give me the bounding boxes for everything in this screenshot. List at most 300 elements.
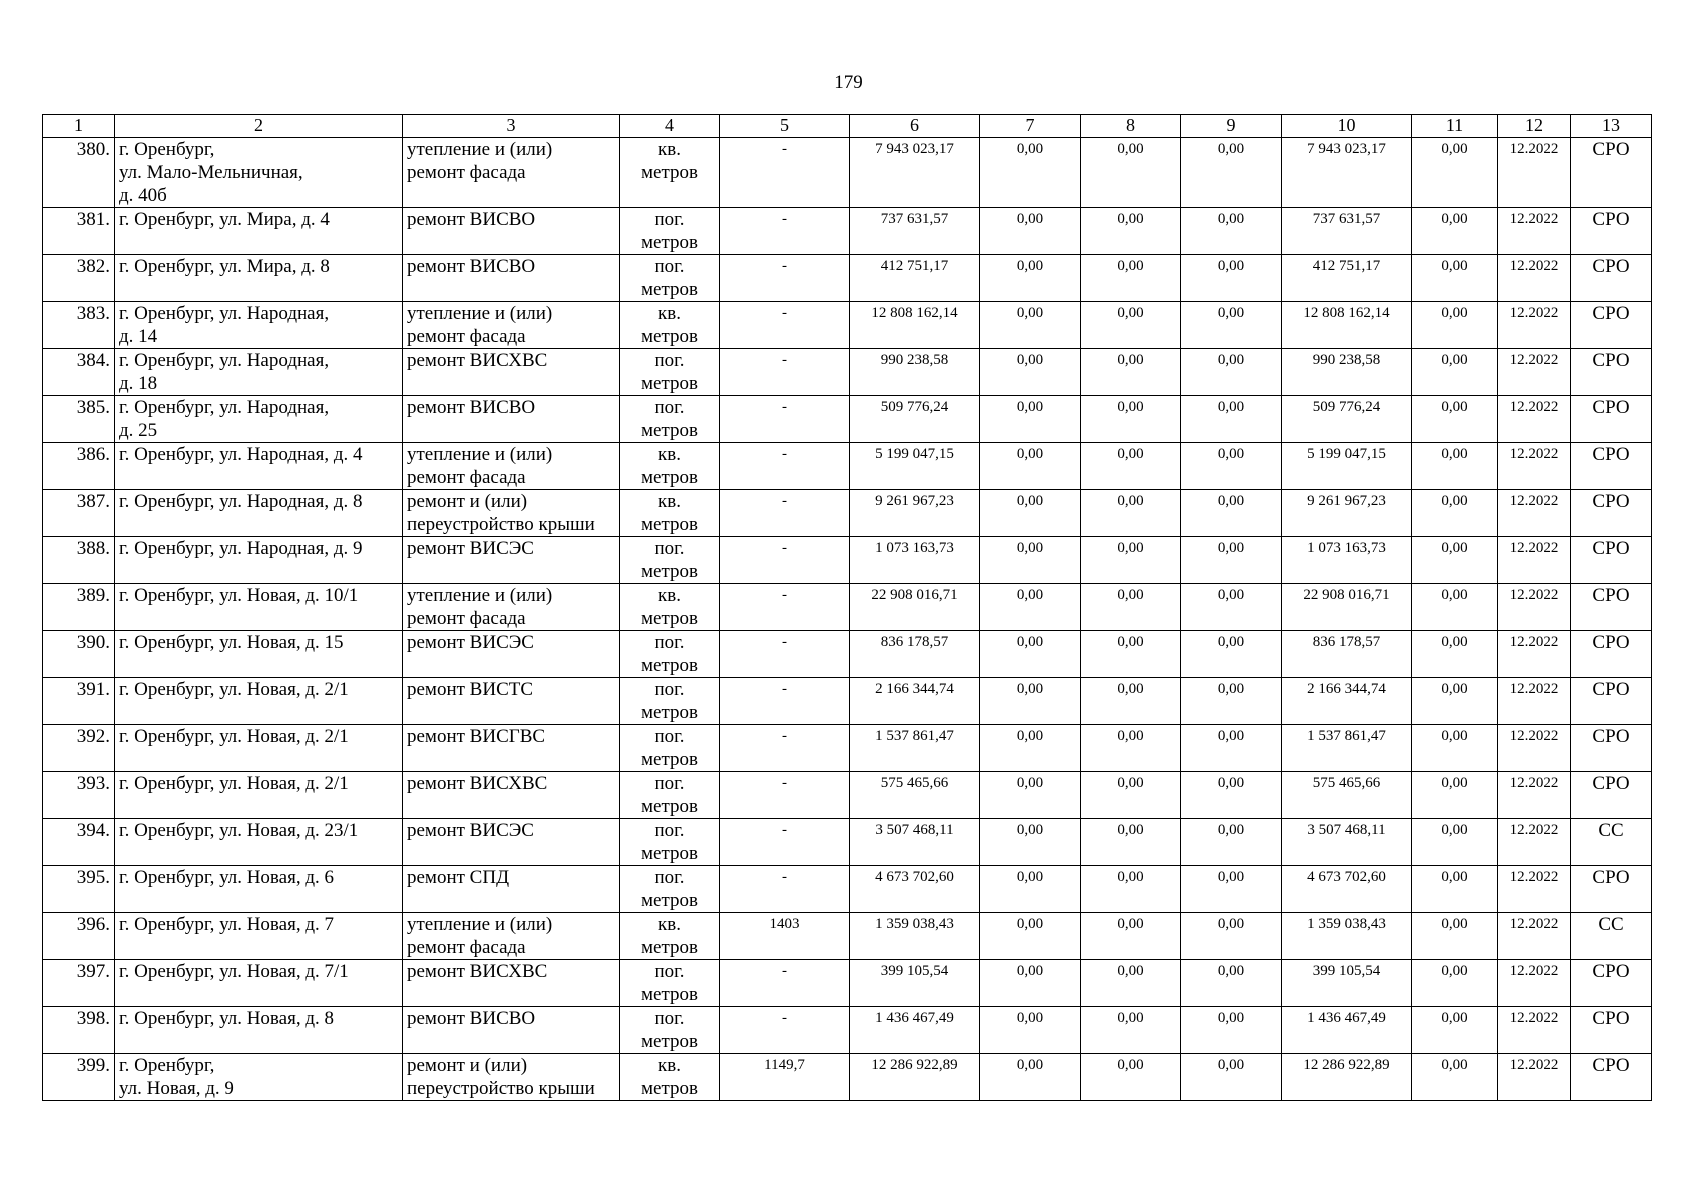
col8-cell: 0,00	[1081, 819, 1181, 866]
address-cell-line: г. Оренбург, ул. Новая, д. 8	[119, 1008, 334, 1029]
col8-cell: 0,00	[1081, 772, 1181, 819]
address-cell	[115, 913, 403, 960]
date-cell: 12.2022	[1498, 772, 1571, 819]
source-type-cell: СРО	[1571, 443, 1652, 490]
col8-cell: 0,00	[1081, 584, 1181, 631]
column-header-4: 4	[620, 115, 720, 138]
address-cell-line: г. Оренбург, ул. Мира, д. 4	[119, 209, 330, 230]
col9-cell: 0,00	[1181, 725, 1282, 772]
unit-cell-line: пог.	[654, 632, 685, 653]
work-type-cell-line: ремонт фасада	[407, 467, 526, 488]
work-type-cell-line: утепление и (или)	[407, 444, 553, 465]
address-cell	[115, 960, 403, 1007]
col7-cell: 0,00	[980, 537, 1081, 584]
address-cell	[115, 631, 403, 678]
date-cell: 12.2022	[1498, 960, 1571, 1007]
address-cell-line: г. Оренбург, ул. Новая, д. 7/1	[119, 961, 349, 982]
total-cost-cell: 399 105,54	[850, 960, 980, 1007]
unit-cell-line: метров	[641, 1031, 698, 1052]
col11-cell: 0,00	[1412, 537, 1498, 584]
date-cell: 12.2022	[1498, 725, 1571, 772]
work-type-cell-line: ремонт ВИСХВС	[407, 350, 548, 371]
work-type-cell	[403, 1007, 620, 1054]
source-type-cell: СРО	[1571, 631, 1652, 678]
table-header-row	[43, 115, 1652, 138]
total-cost-cell: 1 359 038,43	[850, 913, 980, 960]
col8-cell: 0,00	[1081, 537, 1181, 584]
work-type-cell	[403, 302, 620, 349]
source-type-cell: СРО	[1571, 396, 1652, 443]
total-cost-cell: 509 776,24	[850, 396, 980, 443]
col10-cell: 7 943 023,17	[1282, 138, 1412, 208]
address-cell-line: д. 18	[119, 373, 158, 394]
work-type-cell-line: ремонт ВИСХВС	[407, 773, 548, 794]
table-row	[43, 913, 1652, 960]
table-row	[43, 819, 1652, 866]
col10-cell: 737 631,57	[1282, 208, 1412, 255]
col8-cell: 0,00	[1081, 255, 1181, 302]
unit-cell-line: метров	[641, 937, 698, 958]
unit-cell-line: кв.	[658, 585, 681, 606]
col8-cell: 0,00	[1081, 302, 1181, 349]
volume-cell: -	[720, 725, 850, 772]
volume-cell: -	[720, 772, 850, 819]
volume-cell: -	[720, 349, 850, 396]
unit-cell	[620, 138, 720, 208]
unit-cell-line: пог.	[654, 679, 685, 700]
work-type-cell-line: утепление и (или)	[407, 303, 553, 324]
address-cell-line: ул. Новая, д. 9	[119, 1078, 234, 1099]
date-cell: 12.2022	[1498, 1054, 1571, 1101]
unit-cell-line: пог.	[654, 1008, 685, 1029]
date-cell: 12.2022	[1498, 255, 1571, 302]
address-cell	[115, 443, 403, 490]
volume-cell: -	[720, 537, 850, 584]
source-type-cell: СРО	[1571, 138, 1652, 208]
col9-cell: 0,00	[1181, 678, 1282, 725]
address-cell-line: г. Оренбург, ул. Новая, д. 2/1	[119, 679, 349, 700]
col9-cell: 0,00	[1181, 302, 1282, 349]
row-number: 391.	[43, 678, 115, 725]
unit-cell-line: пог.	[654, 773, 685, 794]
address-cell-line: г. Оренбург, ул. Народная, д. 9	[119, 538, 363, 559]
col11-cell: 0,00	[1412, 913, 1498, 960]
total-cost-cell: 1 436 467,49	[850, 1007, 980, 1054]
table-row	[43, 302, 1652, 349]
col9-cell: 0,00	[1181, 772, 1282, 819]
col7-cell: 0,00	[980, 913, 1081, 960]
work-type-cell-line: ремонт ВИСВО	[407, 209, 536, 230]
date-cell: 12.2022	[1498, 584, 1571, 631]
unit-cell	[620, 819, 720, 866]
volume-cell: -	[720, 443, 850, 490]
work-type-cell-line: ремонт фасада	[407, 937, 526, 958]
col11-cell: 0,00	[1412, 396, 1498, 443]
address-cell-line: ул. Мало-Мельничная,	[119, 162, 303, 183]
unit-cell-line: метров	[641, 467, 698, 488]
volume-cell: -	[720, 396, 850, 443]
col8-cell: 0,00	[1081, 138, 1181, 208]
col7-cell: 0,00	[980, 631, 1081, 678]
volume-cell: -	[720, 490, 850, 537]
work-type-cell	[403, 396, 620, 443]
work-type-cell-line: ремонт фасада	[407, 162, 526, 183]
col10-cell: 2 166 344,74	[1282, 678, 1412, 725]
col8-cell: 0,00	[1081, 725, 1181, 772]
source-type-cell: СРО	[1571, 255, 1652, 302]
col11-cell: 0,00	[1412, 1007, 1498, 1054]
unit-cell-line: метров	[641, 232, 698, 253]
row-number: 396.	[43, 913, 115, 960]
total-cost-cell: 412 751,17	[850, 255, 980, 302]
col7-cell: 0,00	[980, 960, 1081, 1007]
volume-cell: -	[720, 1007, 850, 1054]
col11-cell: 0,00	[1412, 302, 1498, 349]
column-header-6: 6	[850, 115, 980, 138]
col11-cell: 0,00	[1412, 490, 1498, 537]
col9-cell: 0,00	[1181, 913, 1282, 960]
address-cell	[115, 255, 403, 302]
unit-cell-line: кв.	[658, 491, 681, 512]
row-number: 382.	[43, 255, 115, 302]
table-row	[43, 725, 1652, 772]
volume-cell: 1149,7	[720, 1054, 850, 1101]
work-type-cell	[403, 725, 620, 772]
work-type-cell	[403, 678, 620, 725]
date-cell: 12.2022	[1498, 443, 1571, 490]
col11-cell: 0,00	[1412, 255, 1498, 302]
work-type-cell	[403, 443, 620, 490]
table-row	[43, 208, 1652, 255]
volume-cell: -	[720, 208, 850, 255]
table-row	[43, 537, 1652, 584]
col10-cell: 1 436 467,49	[1282, 1007, 1412, 1054]
volume-cell: -	[720, 678, 850, 725]
unit-cell	[620, 866, 720, 913]
col11-cell: 0,00	[1412, 208, 1498, 255]
col8-cell: 0,00	[1081, 913, 1181, 960]
work-type-cell	[403, 537, 620, 584]
col9-cell: 0,00	[1181, 866, 1282, 913]
work-type-cell	[403, 490, 620, 537]
source-type-cell: СС	[1571, 819, 1652, 866]
col7-cell: 0,00	[980, 208, 1081, 255]
address-cell	[115, 1007, 403, 1054]
table-row	[43, 678, 1652, 725]
table-row	[43, 138, 1652, 208]
address-cell-line: д. 25	[119, 420, 158, 441]
total-cost-cell: 4 673 702,60	[850, 866, 980, 913]
col9-cell: 0,00	[1181, 819, 1282, 866]
col7-cell: 0,00	[980, 819, 1081, 866]
work-type-cell	[403, 255, 620, 302]
address-cell	[115, 396, 403, 443]
volume-cell: -	[720, 584, 850, 631]
col9-cell: 0,00	[1181, 396, 1282, 443]
col9-cell: 0,00	[1181, 960, 1282, 1007]
address-cell-line: г. Оренбург, ул. Народная,	[119, 397, 330, 418]
address-cell-line: г. Оренбург, ул. Народная, д. 8	[119, 491, 363, 512]
unit-cell-line: кв.	[658, 303, 681, 324]
col8-cell: 0,00	[1081, 1054, 1181, 1101]
row-number: 388.	[43, 537, 115, 584]
date-cell: 12.2022	[1498, 678, 1571, 725]
col9-cell: 0,00	[1181, 349, 1282, 396]
address-cell-line: г. Оренбург, ул. Мира, д. 8	[119, 256, 330, 277]
unit-cell	[620, 1054, 720, 1101]
total-cost-cell: 22 908 016,71	[850, 584, 980, 631]
work-type-cell-line: ремонт ВИСЭС	[407, 820, 534, 841]
col9-cell: 0,00	[1181, 537, 1282, 584]
col9-cell: 0,00	[1181, 1007, 1282, 1054]
date-cell: 12.2022	[1498, 302, 1571, 349]
total-cost-cell: 1 073 163,73	[850, 537, 980, 584]
address-cell	[115, 772, 403, 819]
unit-cell	[620, 349, 720, 396]
unit-cell-line: метров	[641, 984, 698, 1005]
col7-cell: 0,00	[980, 584, 1081, 631]
source-type-cell: СРО	[1571, 537, 1652, 584]
col8-cell: 0,00	[1081, 960, 1181, 1007]
work-type-cell-line: ремонт ВИСВО	[407, 397, 536, 418]
unit-cell-line: пог.	[654, 538, 685, 559]
unit-cell-line: метров	[641, 890, 698, 911]
source-type-cell: СС	[1571, 913, 1652, 960]
col9-cell: 0,00	[1181, 1054, 1282, 1101]
total-cost-cell: 12 808 162,14	[850, 302, 980, 349]
unit-cell	[620, 584, 720, 631]
row-number: 392.	[43, 725, 115, 772]
volume-cell: -	[720, 302, 850, 349]
col10-cell: 12 808 162,14	[1282, 302, 1412, 349]
row-number: 395.	[43, 866, 115, 913]
source-type-cell: СРО	[1571, 725, 1652, 772]
unit-cell	[620, 678, 720, 725]
source-type-cell: СРО	[1571, 208, 1652, 255]
table-row	[43, 866, 1652, 913]
address-cell	[115, 819, 403, 866]
unit-cell-line: метров	[641, 655, 698, 676]
unit-cell-line: пог.	[654, 209, 685, 230]
col7-cell: 0,00	[980, 490, 1081, 537]
source-type-cell: СРО	[1571, 1007, 1652, 1054]
work-type-cell	[403, 208, 620, 255]
source-type-cell: СРО	[1571, 490, 1652, 537]
total-cost-cell: 575 465,66	[850, 772, 980, 819]
source-type-cell: СРО	[1571, 772, 1652, 819]
table-row	[43, 490, 1652, 537]
address-cell-line: г. Оренбург, ул. Новая, д. 15	[119, 632, 344, 653]
col10-cell: 4 673 702,60	[1282, 866, 1412, 913]
total-cost-cell: 7 943 023,17	[850, 138, 980, 208]
unit-cell-line: пог.	[654, 820, 685, 841]
volume-cell: -	[720, 819, 850, 866]
source-type-cell: СРО	[1571, 678, 1652, 725]
date-cell: 12.2022	[1498, 208, 1571, 255]
unit-cell	[620, 443, 720, 490]
col8-cell: 0,00	[1081, 396, 1181, 443]
work-type-cell-line: ремонт фасада	[407, 608, 526, 629]
address-cell	[115, 725, 403, 772]
column-header-3: 3	[403, 115, 620, 138]
col8-cell: 0,00	[1081, 631, 1181, 678]
address-cell-line: г. Оренбург, ул. Народная,	[119, 350, 330, 371]
date-cell: 12.2022	[1498, 396, 1571, 443]
col7-cell: 0,00	[980, 302, 1081, 349]
unit-cell	[620, 960, 720, 1007]
table-row	[43, 443, 1652, 490]
work-type-cell-line: ремонт и (или)	[407, 1055, 528, 1076]
work-type-cell-line: ремонт СПД	[407, 867, 510, 888]
unit-cell	[620, 913, 720, 960]
address-cell	[115, 678, 403, 725]
table-row	[43, 349, 1652, 396]
total-cost-cell: 1 537 861,47	[850, 725, 980, 772]
col11-cell: 0,00	[1412, 584, 1498, 631]
col8-cell: 0,00	[1081, 1007, 1181, 1054]
col9-cell: 0,00	[1181, 208, 1282, 255]
col11-cell: 0,00	[1412, 349, 1498, 396]
work-type-cell	[403, 584, 620, 631]
address-cell-line: г. Оренбург, ул. Новая, д. 10/1	[119, 585, 359, 606]
col8-cell: 0,00	[1081, 866, 1181, 913]
work-type-cell-line: переустройство крыши	[407, 1078, 595, 1099]
unit-cell-line: кв.	[658, 139, 681, 160]
unit-cell	[620, 537, 720, 584]
table-row	[43, 584, 1652, 631]
volume-cell: -	[720, 866, 850, 913]
col7-cell: 0,00	[980, 443, 1081, 490]
capital-repair-table	[42, 114, 1652, 1101]
col9-cell: 0,00	[1181, 631, 1282, 678]
address-cell-line: д. 14	[119, 326, 158, 347]
col10-cell: 22 908 016,71	[1282, 584, 1412, 631]
date-cell: 12.2022	[1498, 490, 1571, 537]
column-header-10: 10	[1282, 115, 1412, 138]
column-header-1: 1	[43, 115, 115, 138]
unit-cell-line: кв.	[658, 1055, 681, 1076]
work-type-cell-line: ремонт ВИСВО	[407, 1008, 536, 1029]
col7-cell: 0,00	[980, 138, 1081, 208]
row-number: 381.	[43, 208, 115, 255]
row-number: 399.	[43, 1054, 115, 1101]
work-type-cell	[403, 819, 620, 866]
row-number: 390.	[43, 631, 115, 678]
col7-cell: 0,00	[980, 678, 1081, 725]
page-number: 179	[834, 72, 863, 93]
col8-cell: 0,00	[1081, 678, 1181, 725]
col11-cell: 0,00	[1412, 960, 1498, 1007]
table-row	[43, 772, 1652, 819]
address-cell	[115, 138, 403, 208]
address-cell-line: г. Оренбург,	[119, 139, 215, 160]
work-type-cell	[403, 631, 620, 678]
col9-cell: 0,00	[1181, 584, 1282, 631]
col9-cell: 0,00	[1181, 138, 1282, 208]
work-type-cell-line: утепление и (или)	[407, 585, 553, 606]
unit-cell-line: кв.	[658, 444, 681, 465]
column-header-7: 7	[980, 115, 1081, 138]
work-type-cell-line: переустройство крыши	[407, 514, 595, 535]
col11-cell: 0,00	[1412, 631, 1498, 678]
column-header-13: 13	[1571, 115, 1652, 138]
unit-cell	[620, 631, 720, 678]
column-header-12: 12	[1498, 115, 1571, 138]
total-cost-cell: 5 199 047,15	[850, 443, 980, 490]
column-header-8: 8	[1081, 115, 1181, 138]
row-number: 384.	[43, 349, 115, 396]
row-number: 385.	[43, 396, 115, 443]
unit-cell-line: метров	[641, 1078, 698, 1099]
work-type-cell-line: ремонт ВИСЭС	[407, 632, 534, 653]
address-cell-line: г. Оренбург, ул. Народная,	[119, 303, 330, 324]
unit-cell-line: метров	[641, 420, 698, 441]
work-type-cell	[403, 349, 620, 396]
work-type-cell	[403, 913, 620, 960]
col7-cell: 0,00	[980, 1054, 1081, 1101]
date-cell: 12.2022	[1498, 349, 1571, 396]
date-cell: 12.2022	[1498, 913, 1571, 960]
col8-cell: 0,00	[1081, 349, 1181, 396]
table-row	[43, 960, 1652, 1007]
unit-cell-line: кв.	[658, 914, 681, 935]
total-cost-cell: 9 261 967,23	[850, 490, 980, 537]
col7-cell: 0,00	[980, 866, 1081, 913]
work-type-cell-line: ремонт ВИСЭС	[407, 538, 534, 559]
table-row	[43, 1054, 1652, 1101]
row-number: 389.	[43, 584, 115, 631]
col10-cell: 412 751,17	[1282, 255, 1412, 302]
row-number: 383.	[43, 302, 115, 349]
row-number: 393.	[43, 772, 115, 819]
unit-cell-line: пог.	[654, 397, 685, 418]
unit-cell-line: пог.	[654, 350, 685, 371]
source-type-cell: СРО	[1571, 584, 1652, 631]
unit-cell-line: метров	[641, 561, 698, 582]
unit-cell-line: метров	[641, 373, 698, 394]
unit-cell-line: метров	[641, 608, 698, 629]
volume-cell: -	[720, 138, 850, 208]
unit-cell-line: метров	[641, 162, 698, 183]
volume-cell: -	[720, 631, 850, 678]
address-cell-line: г. Оренбург, ул. Новая, д. 23/1	[119, 820, 359, 841]
address-cell	[115, 866, 403, 913]
work-type-cell	[403, 960, 620, 1007]
address-cell	[115, 490, 403, 537]
total-cost-cell: 2 166 344,74	[850, 678, 980, 725]
date-cell: 12.2022	[1498, 819, 1571, 866]
work-type-cell	[403, 866, 620, 913]
work-type-cell-line: ремонт ВИСГВС	[407, 726, 546, 747]
col8-cell: 0,00	[1081, 490, 1181, 537]
work-type-cell	[403, 772, 620, 819]
work-type-cell-line: ремонт ВИСВО	[407, 256, 536, 277]
row-number: 397.	[43, 960, 115, 1007]
col10-cell: 1 073 163,73	[1282, 537, 1412, 584]
work-type-cell-line: ремонт и (или)	[407, 491, 528, 512]
col10-cell: 575 465,66	[1282, 772, 1412, 819]
source-type-cell: СРО	[1571, 302, 1652, 349]
col11-cell: 0,00	[1412, 1054, 1498, 1101]
unit-cell	[620, 1007, 720, 1054]
address-cell	[115, 302, 403, 349]
col10-cell: 990 238,58	[1282, 349, 1412, 396]
col10-cell: 12 286 922,89	[1282, 1054, 1412, 1101]
col11-cell: 0,00	[1412, 772, 1498, 819]
address-cell-line: г. Оренбург, ул. Новая, д. 2/1	[119, 726, 349, 747]
table-body	[43, 138, 1652, 1101]
date-cell: 12.2022	[1498, 631, 1571, 678]
